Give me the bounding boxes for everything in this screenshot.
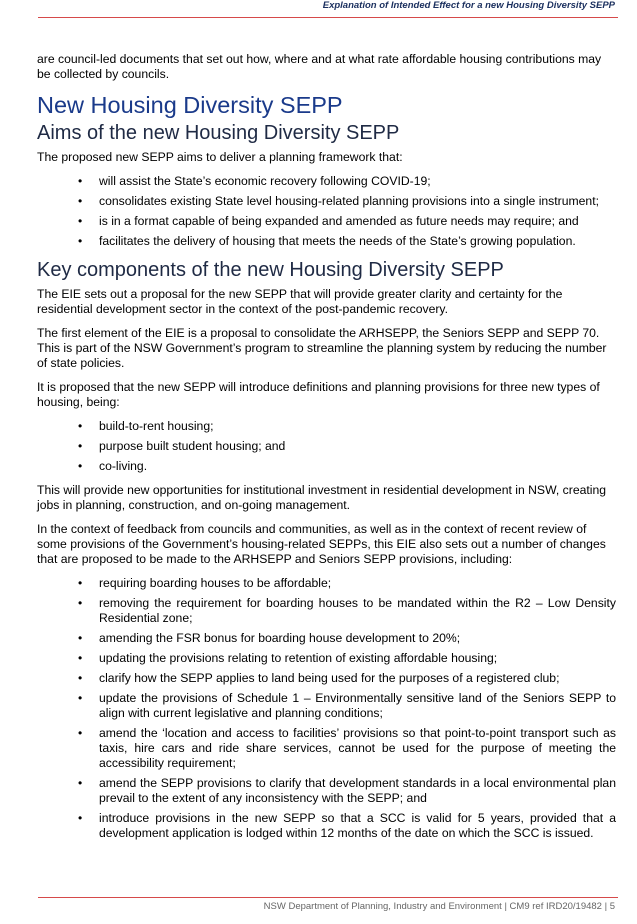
- list-item: • requiring boarding houses to be affordable;: [99, 576, 616, 591]
- page-content: [37, 52, 616, 850]
- footer-divider: [38, 897, 618, 898]
- aims-heading: Aims of the new Housing Diversity SEPP: [37, 122, 400, 144]
- components-paragraph-3: It is proposed that the new SEPP will introduce definitions and planning provisions for three new types of housing, being:: [37, 380, 600, 409]
- list-item: • amend the SEPP provisions to clarify that development standards in a local environmental plan prevail to the extent of any inconsistency with the SEPP; and: [99, 776, 616, 806]
- list-item: • clarify how the SEPP applies to land being used for the purposes of a registered club;: [99, 671, 616, 686]
- aims-lead: The proposed new SEPP aims to deliver a planning framework that:: [37, 150, 403, 164]
- list-item: • facilitates the delivery of housing that meets the needs of the State’s growing population.: [99, 234, 616, 249]
- list-item: • updating the provisions relating to retention of existing affordable housing;: [99, 651, 616, 666]
- header-divider: [38, 17, 618, 18]
- components-paragraph-5: In the context of feedback from councils and communities, as well as in the context of recent review of some provisions of the Government’s housing-related SEPPs, this EIE also sets out a number of changes that are proposed to be made to the ARHSEPP and Seniors SEPP provisions, including:: [37, 522, 606, 566]
- list-item: • update the provisions of Schedule 1 – Environmentally sensitive land of the Seniors SEPP to align with current legislative and planning conditions;: [99, 691, 616, 721]
- document-header-title: Explanation of Intended Effect for a new Housing Diversity SEPP: [322, 0, 615, 11]
- section-title: New Housing Diversity SEPP: [37, 92, 343, 118]
- list-item: • is in a format capable of being expanded and amended as future needs may require; and: [99, 214, 616, 229]
- list-item: • co-living.: [99, 459, 616, 474]
- list-item: • introduce provisions in the new SEPP so that a SCC is valid for 5 years, provided that a development application is lodged within 12 months of the date on which the SCC is issued.: [99, 811, 616, 841]
- aims-list: [37, 174, 616, 249]
- list-item: • amend the ‘location and access to facilities’ provisions so that point-to-point transport such as taxis, hire cars and ride share services, cannot be used for the purpose of meeting the accessibility requirement;: [99, 726, 616, 771]
- components-paragraph-2: The first element of the EIE is a proposal to consolidate the ARHSEPP, the Seniors SEPP and SEPP 70. This is part of the NSW Government’s program to streamline the planning system by reducing the number of state policies.: [37, 326, 607, 370]
- changes-list: [37, 576, 616, 841]
- list-item: • consolidates existing State level housing-related planning provisions into a single instrument;: [99, 194, 616, 209]
- components-heading: Key components of the new Housing Diversity SEPP: [37, 259, 504, 281]
- list-item: • will assist the State’s economic recovery following COVID-19;: [99, 174, 616, 189]
- list-item: • removing the requirement for boarding houses to be mandated within the R2 – Low Density Residential zone;: [99, 596, 616, 626]
- list-item: • amending the FSR bonus for boarding house development to 20%;: [99, 631, 616, 646]
- document-footer: NSW Department of Planning, Industry and Environment | CM9 ref IRD20/19482 | 5: [263, 901, 615, 912]
- intro-paragraph: are council-led documents that set out how, where and at what rate affordable housing contributions may be collected by councils.: [37, 52, 602, 81]
- housing-types-list: [37, 419, 616, 474]
- list-item: • build-to-rent housing;: [99, 419, 616, 434]
- list-item: • purpose built student housing; and: [99, 439, 616, 454]
- components-paragraph-4: This will provide new opportunities for institutional investment in residential development in NSW, creating jobs in planning, construction, and on-going management.: [37, 483, 607, 512]
- components-paragraph-1: The EIE sets out a proposal for the new SEPP that will provide greater clarity and certainty for the residential development sector in the context of the post-pandemic recovery.: [37, 287, 563, 316]
